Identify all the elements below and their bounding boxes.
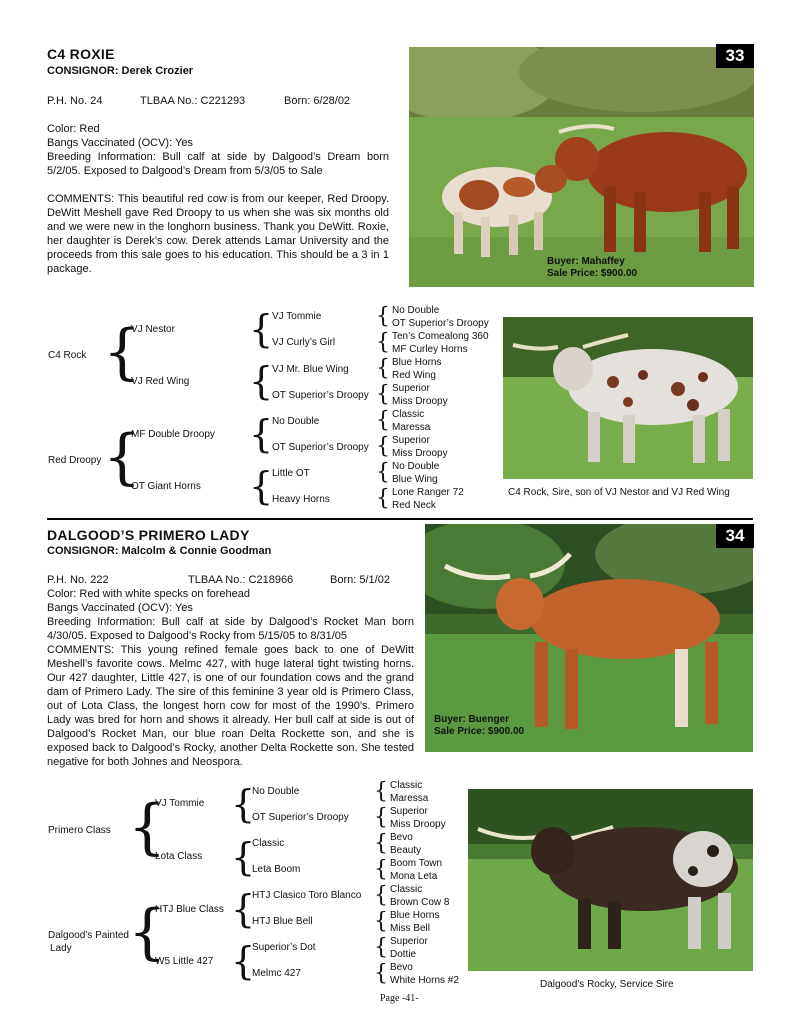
pedigree-34-g3: Classic (252, 838, 285, 849)
pedigree-34-g3: Superior’s Dot (252, 942, 316, 953)
lot-34-comments: COMMENTS: This young refined female goes back to one of DeWitt Meshell’s favorite cows. Melmc 427, with huge lateral tight twisting horns. Our 427 daughter, Little 427, is one of our foundation cows and the grand dam of Primero Lady. The sire of this feminine 3 year old is Primero Class, out of Lota Class, the longest horn cow for most of the 1990’s. Primero Lady was bred for horn and shows it already. Her bull calf at side is out of Dalgood’s Rocket Man, our blue roan Delta Rockette son, and she is exposed back to Dalgood’s Rocky, another Delta Rockette son. She tested negative for both Johnes and Neospora. (47, 644, 414, 768)
pedigree-34-dam: Lady (50, 943, 72, 954)
pedigree-33-g4: Red Neck (392, 500, 436, 511)
pedigree-brace: { (374, 883, 388, 908)
pedigree-34-g4: Dottie (390, 949, 417, 960)
pedigree-34-g4: Maressa (390, 793, 429, 804)
bull-photo (468, 789, 753, 971)
lot-34-ph: P.H. No. 222 (47, 574, 109, 586)
pedigree-brace: { (376, 330, 390, 355)
lot-33-tlbaa: TLBAA No.: C221293 (140, 95, 246, 107)
pedigree-34-g4: Brown Cow 8 (390, 897, 450, 908)
pedigree-brace: { (128, 792, 167, 862)
pedigree-34-g3: HTJ Blue Bell (252, 916, 313, 927)
pedigree-34-g4: Miss Bell (390, 923, 431, 934)
lot-33-color: Color: Red (47, 123, 100, 135)
pedigree-brace: { (249, 464, 274, 508)
lot-34-number-badge: 34 (716, 524, 754, 548)
pedigree-33-dam: Red Droopy (48, 455, 102, 466)
lot-34-tlbaa: TLBAA No.: C218966 (188, 574, 294, 586)
lot-34-color: Color: Red with white specks on forehead (47, 588, 250, 600)
pedigree-33-g3: OT Superior’s Droopy (272, 442, 369, 453)
lot-34-consignor: CONSIGNOR: Malcolm & Connie Goodman (47, 545, 272, 557)
pedigree-brace: { (374, 961, 388, 986)
pedigree-33-g4: Superior (392, 435, 430, 446)
pedigree-brace: { (231, 782, 256, 826)
pedigree-33-g3: No Double (272, 416, 320, 427)
pedigree-34-sire: Primero Class (48, 825, 111, 836)
lot-34-sire-caption: Dalgood’s Rocky, Service Sire (540, 979, 674, 990)
pedigree-34-g4: Miss Droopy (390, 819, 446, 830)
pedigree-33-g4: Maressa (392, 422, 431, 433)
pedigree-34-g4: Bevo (390, 962, 413, 973)
page-number: Page -41- (380, 993, 419, 1004)
pedigree-34-g3: HTJ Clasico Toro Blanco (252, 890, 362, 901)
lot-34-born: Born: 5/1/02 (330, 574, 390, 586)
lot-34-title: DALGOOD’S PRIMERO LADY (47, 527, 250, 543)
pedigree-brace: { (249, 412, 274, 456)
pedigree-brace: { (374, 805, 388, 830)
pedigree-33-g4: MF Curley Horns (392, 344, 468, 355)
pedigree-34-g2: VJ Tommie (155, 798, 205, 809)
lot-34-sire-photo (468, 789, 753, 971)
pedigree-33-g4: Ten’s Comealong 360 (392, 331, 489, 342)
pedigree-33-g2: VJ Nestor (131, 324, 175, 335)
lot-33-ph: P.H. No. 24 (47, 95, 103, 107)
pedigree-33-g4: Miss Droopy (392, 396, 448, 407)
lot-33-breeding: Breeding Information: Bull calf at side by Dalgood’s Dream born 5/2/05. Exposed to Dalgood’s Dream from 5/3/05 to Sale (47, 151, 389, 177)
pedigree-33-g3: VJ Curly’s Girl (272, 337, 336, 348)
pedigree-brace: { (249, 307, 274, 351)
lot-33-bangs: Bangs Vaccinated (OCV): Yes (47, 137, 193, 149)
pedigree-34-g4: Classic (390, 884, 423, 895)
lot-33-buyer: Buyer: Mahaffey (547, 256, 625, 267)
pedigree-34-g3: OT Superior’s Droopy (252, 812, 349, 823)
pedigree-34-g4: Beauty (390, 845, 422, 856)
pedigree-34-g4: Blue Horns (390, 910, 440, 921)
pedigree-brace: { (376, 460, 390, 485)
pedigree-34-g2: HTJ Blue Class (155, 904, 224, 915)
pedigree-34-g3: Melmc 427 (252, 968, 301, 979)
pedigree-33-g4: No Double (392, 461, 440, 472)
pedigree-brace: { (376, 356, 390, 381)
pedigree-33-g4: Classic (392, 409, 425, 420)
pedigree-34-g4: Superior (390, 806, 428, 817)
pedigree-33-g4: OT Superior’s Droopy (392, 318, 489, 329)
lot-34-sale-price: Sale Price: $900.00 (434, 726, 525, 737)
pedigree-33-g4: Blue Wing (392, 474, 438, 485)
lot-33-photo (409, 47, 754, 287)
lot-34-buyer: Buyer: Buenger (434, 714, 510, 725)
pedigree-33-g4: Red Wing (392, 370, 436, 381)
pedigree-brace: { (376, 408, 390, 433)
pedigree-34-g3: No Double (252, 786, 300, 797)
pedigree-34-g2: Lota Class (155, 851, 203, 862)
pedigree-brace: { (374, 909, 388, 934)
pedigree-33-g3: Heavy Horns (272, 494, 330, 505)
lot-33-consignor: CONSIGNOR: Derek Crozier (47, 65, 194, 77)
pedigree-brace: { (376, 382, 390, 407)
pedigree-34-g4: Mona Leta (390, 871, 438, 882)
pedigree-33-sire: C4 Rock (48, 350, 87, 361)
section-divider (47, 518, 753, 520)
pedigree-33-g3: Little OT (272, 468, 310, 479)
pedigree-34-g2: W5 Little 427 (155, 956, 214, 967)
pedigree-brace: { (374, 779, 388, 804)
lot-33-sire-photo (503, 317, 753, 479)
pedigree-brace: { (103, 422, 142, 492)
pedigree-brace: { (376, 434, 390, 459)
pedigree-brace: { (376, 486, 390, 511)
pedigree-34-g4: White Horns #2 (390, 975, 459, 986)
pedigree-33-g4: No Double (392, 305, 440, 316)
pedigree-34-g4: Bevo (390, 832, 413, 843)
pedigree-brace: { (231, 939, 256, 983)
pedigree-brace: { (231, 835, 256, 879)
pedigree-34-g4: Superior (390, 936, 428, 947)
cow-photo (409, 47, 754, 287)
pedigree-33-g3: VJ Tommie (272, 311, 322, 322)
pedigree-33-g3: OT Superior’s Droopy (272, 390, 369, 401)
pedigree-brace: { (249, 359, 274, 403)
pedigree-brace: { (376, 304, 390, 329)
pedigree-33-g4: Blue Horns (392, 357, 442, 368)
pedigree-brace: { (374, 831, 388, 856)
pedigree-33-g2: VJ Red Wing (131, 376, 190, 387)
pedigree-34-g3: Leta Boom (252, 864, 301, 875)
pedigree-33-g4: Miss Droopy (392, 448, 448, 459)
lot-34-breeding: Breeding Information: Bull calf at side by Dalgood’s Rocket Man born 4/30/05. Exposed to Dalgood’s Rocky from 5/15/05 to 8/31/05 (47, 616, 414, 642)
pedigree-33-g2: MF Double Droopy (131, 429, 215, 440)
pedigree-33-g3: VJ Mr. Blue Wing (272, 364, 349, 375)
pedigree-brace: { (103, 317, 142, 387)
lot-33-number-badge: 33 (716, 44, 754, 68)
lot-33-comments: COMMENTS: This beautiful red cow is from our keeper, Red Droopy. DeWitt Meshell gave Red Droopy to us when she was six months old and we were new in the longhorn business. Thank you DeWitt. Roxie, her daughter is Derek’s cow. Derek attends Lamar University and the proceeds from this sale goes to his education. This should be a 3 in 1 package. (47, 193, 389, 275)
pedigree-34-dam: Dalgood’s Painted (48, 930, 129, 941)
lot-34-bangs: Bangs Vaccinated (OCV): Yes (47, 602, 193, 614)
lot-33-sale-price: Sale Price: $900.00 (547, 268, 638, 279)
lot-33-title: C4 ROXIE (47, 46, 115, 62)
lot-33-born: Born: 6/28/02 (284, 95, 351, 107)
pedigree-33-g4: Superior (392, 383, 430, 394)
pedigree-brace: { (374, 935, 388, 960)
bull-photo (503, 317, 753, 479)
pedigree-34-g4: Boom Town (390, 858, 443, 869)
pedigree-brace: { (374, 857, 388, 882)
pedigree-33-g4: Lone Ranger 72 (392, 487, 464, 498)
pedigree-33-g2: OT Giant Horns (131, 481, 201, 492)
lot-33-sire-caption: C4 Rock, Sire, son of VJ Nestor and VJ Red Wing (508, 487, 730, 498)
pedigree-34-g4: Classic (390, 780, 423, 791)
pedigree-brace: { (231, 887, 256, 931)
pedigree-brace: { (128, 897, 167, 967)
